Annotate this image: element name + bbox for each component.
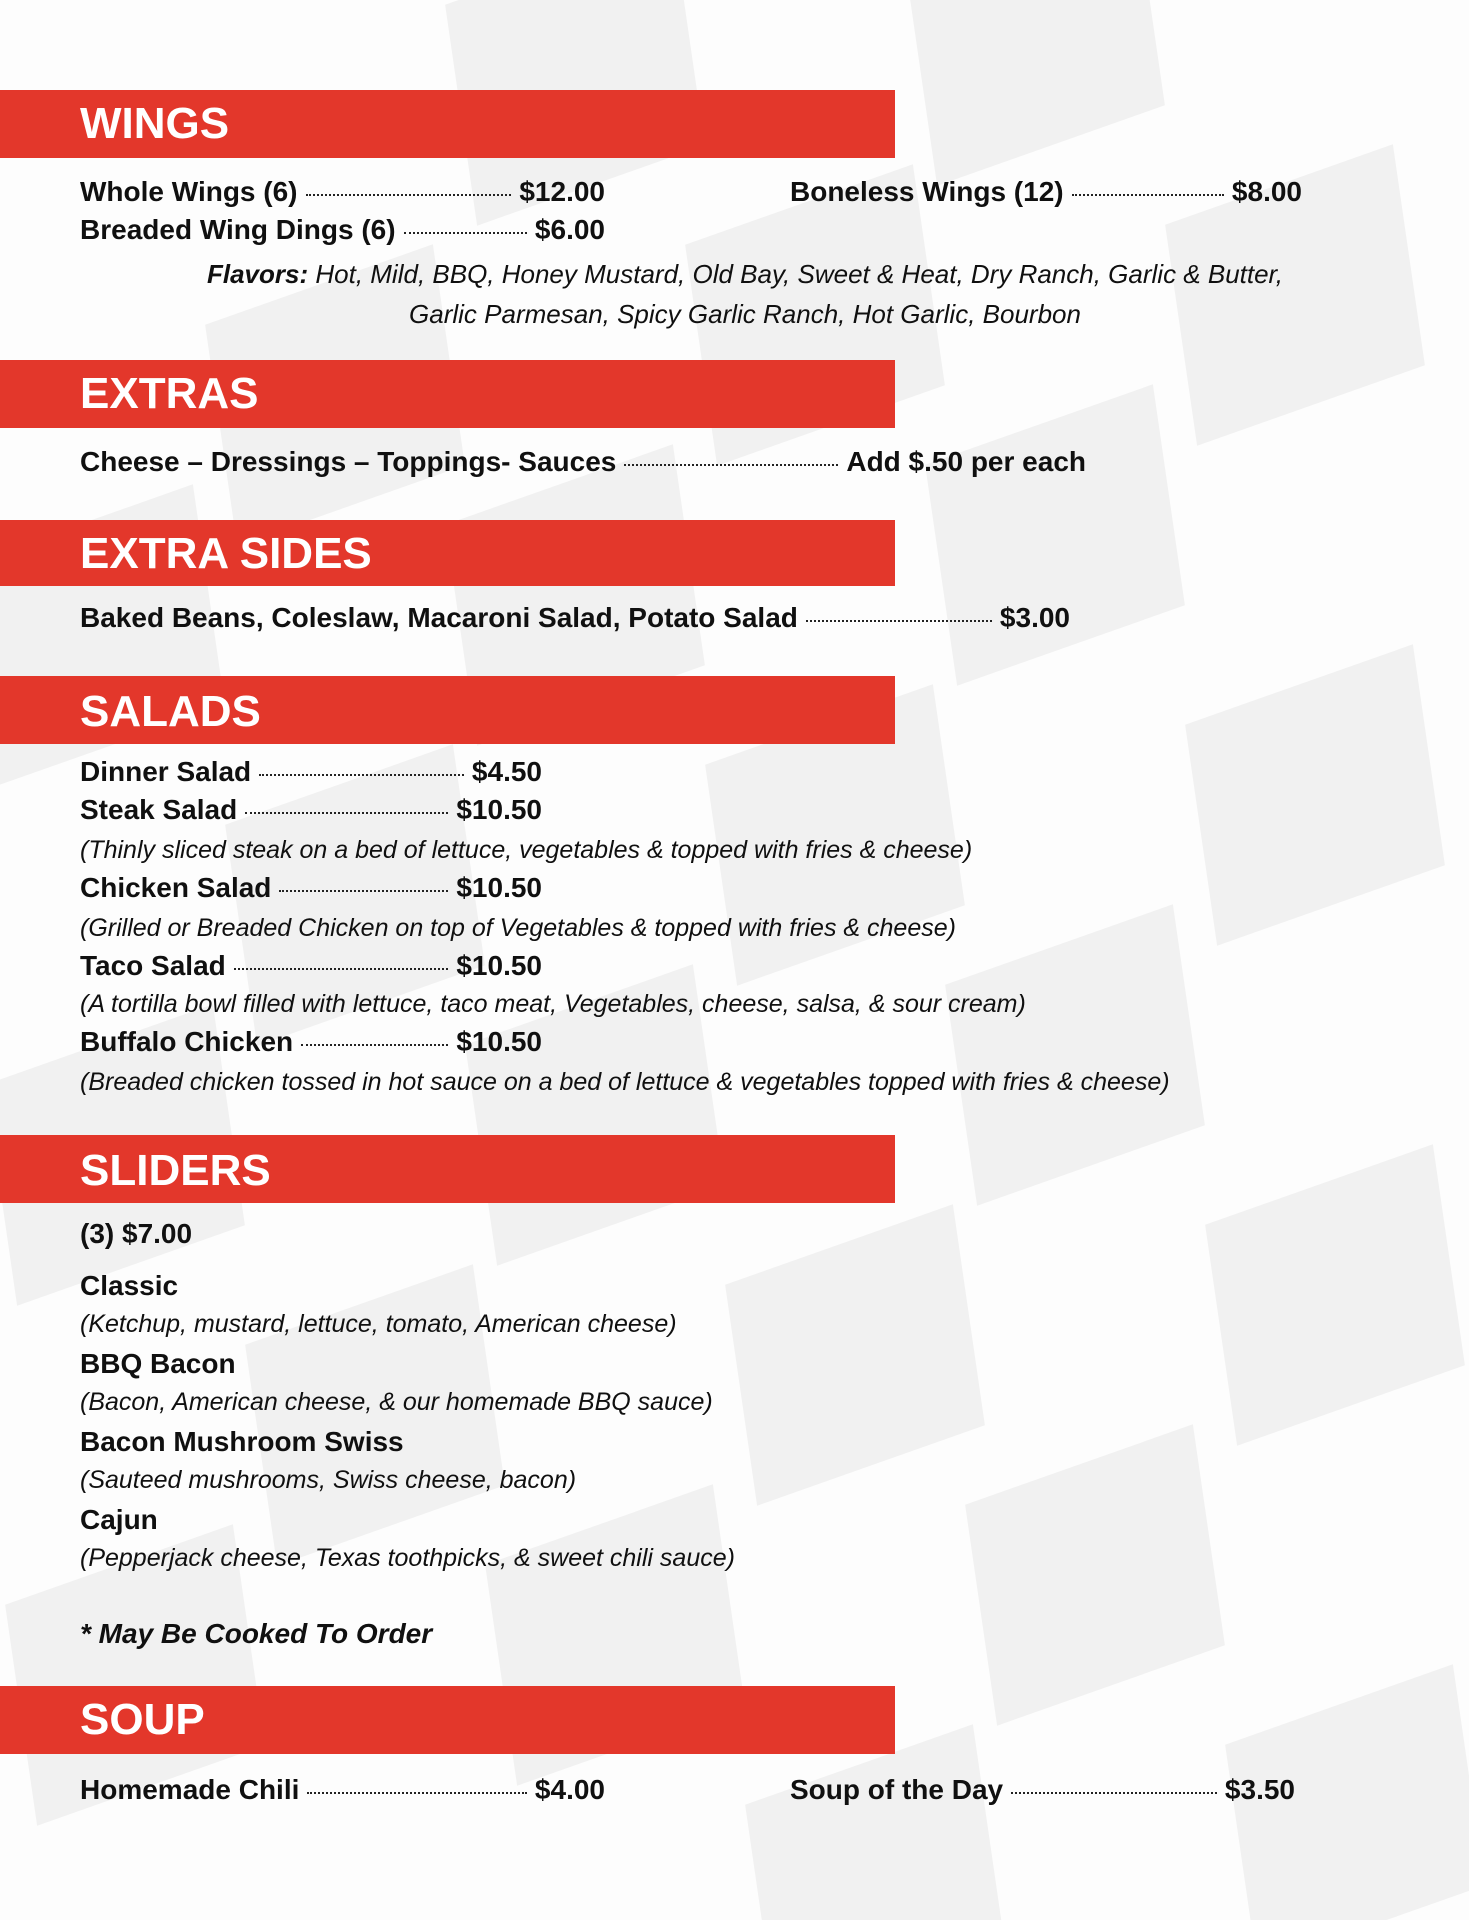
item-price: $3.50	[1224, 1774, 1295, 1805]
section-header-salads: SALADS	[0, 676, 895, 744]
item-description: (Bacon, American cheese, & our homemade BBQ sauce)	[80, 1388, 713, 1416]
dot-leader	[245, 812, 448, 814]
section-header-sliders: SLIDERS	[0, 1135, 895, 1203]
dot-leader	[234, 968, 449, 970]
menu-item-homemade-chili	[80, 1774, 605, 1806]
item-price: $3.00	[999, 602, 1070, 633]
menu-item-buffalo-chicken	[80, 1026, 542, 1058]
wings-flavors	[80, 254, 1410, 334]
menu-item-extra-sides	[80, 602, 1070, 634]
item-price: $4.50	[471, 756, 542, 787]
dot-leader	[259, 774, 464, 776]
item-description: (A tortilla bowl filled with lettuce, taco meat, Vegetables, cheese, salsa, & sour cream)	[80, 990, 1026, 1018]
dot-leader	[404, 232, 527, 234]
section-header-extra-sides: EXTRA SIDES	[0, 520, 895, 586]
item-description: (Sauteed mushrooms, Swiss cheese, bacon)	[80, 1466, 577, 1494]
slider-name: Bacon Mushroom Swiss	[80, 1426, 404, 1457]
section-header-soup: SOUP	[0, 1686, 895, 1754]
item-name: Breaded Wing Dings (6)	[80, 214, 396, 245]
item-price: $10.50	[456, 1026, 542, 1057]
item-name: Buffalo Chicken	[80, 1026, 294, 1057]
dot-leader	[301, 1044, 448, 1046]
menu-item-soup-of-the-day	[790, 1774, 1295, 1806]
item-name: Homemade Chili	[80, 1774, 300, 1805]
item-description: (Breaded chicken tossed in hot sauce on a bed of lettuce & vegetables topped with fries & cheese)	[80, 1068, 1170, 1096]
item-name: Dinner Salad	[80, 756, 252, 787]
item-name: Cheese – Dressings – Toppings- Sauces	[80, 446, 617, 477]
item-price: $4.00	[534, 1774, 605, 1805]
dot-leader	[279, 890, 448, 892]
menu-item-steak-salad	[80, 794, 542, 826]
menu-item-dinner-salad	[80, 756, 542, 788]
item-price: Add $.50 per each	[846, 446, 1086, 477]
sliders-price: (3) $7.00	[80, 1218, 193, 1249]
item-price: $10.50	[456, 872, 542, 903]
menu-item-breaded-wing-dings	[80, 214, 605, 246]
slider-name: BBQ Bacon	[80, 1348, 236, 1379]
menu-item-boneless-wings	[790, 176, 1302, 208]
item-description: (Grilled or Breaded Chicken on top of Vegetables & topped with fries & cheese)	[80, 914, 956, 942]
dot-leader	[624, 464, 838, 466]
flavors-line-2: Garlic Parmesan, Spicy Garlic Ranch, Hot Garlic, Bourbon	[409, 299, 1081, 329]
item-name: Boneless Wings (12)	[790, 176, 1064, 207]
section-header-wings: WINGS	[0, 90, 895, 158]
menu-item-taco-salad	[80, 950, 542, 982]
item-price: $12.00	[519, 176, 605, 207]
menu-item-chicken-salad	[80, 872, 542, 904]
menu-item-extras	[80, 446, 1086, 478]
item-name: Chicken Salad	[80, 872, 272, 903]
dot-leader	[806, 620, 992, 622]
item-name: Soup of the Day	[790, 1774, 1004, 1805]
dot-leader	[1011, 1792, 1217, 1794]
slider-name: Cajun	[80, 1504, 158, 1535]
flavors-line-1: Hot, Mild, BBQ, Honey Mustard, Old Bay, Sweet & Heat, Dry Ranch, Garlic & Butter,	[315, 259, 1284, 289]
item-name: Baked Beans, Coleslaw, Macaroni Salad, Potato Salad	[80, 602, 798, 633]
item-price: $10.50	[456, 950, 542, 981]
slider-name: Classic	[80, 1270, 179, 1301]
item-price: $8.00	[1231, 176, 1302, 207]
item-description: (Pepperjack cheese, Texas toothpicks, & sweet chili sauce)	[80, 1544, 735, 1572]
dot-leader	[307, 1792, 527, 1794]
flavors-label: Flavors:	[206, 259, 309, 289]
cooked-to-order-note: * May Be Cooked To Order	[80, 1618, 433, 1649]
item-name: Steak Salad	[80, 794, 238, 825]
menu-item-whole-wings	[80, 176, 605, 208]
item-description: (Ketchup, mustard, lettuce, tomato, American cheese)	[80, 1310, 677, 1338]
dot-leader	[306, 194, 512, 196]
item-price: $6.00	[534, 214, 605, 245]
dot-leader	[1072, 194, 1224, 196]
item-name: Whole Wings (6)	[80, 176, 298, 207]
section-header-extras: EXTRAS	[0, 360, 895, 428]
item-description: (Thinly sliced steak on a bed of lettuce, vegetables & topped with fries & cheese)	[80, 836, 973, 864]
item-name: Taco Salad	[80, 950, 226, 981]
item-price: $10.50	[456, 794, 542, 825]
